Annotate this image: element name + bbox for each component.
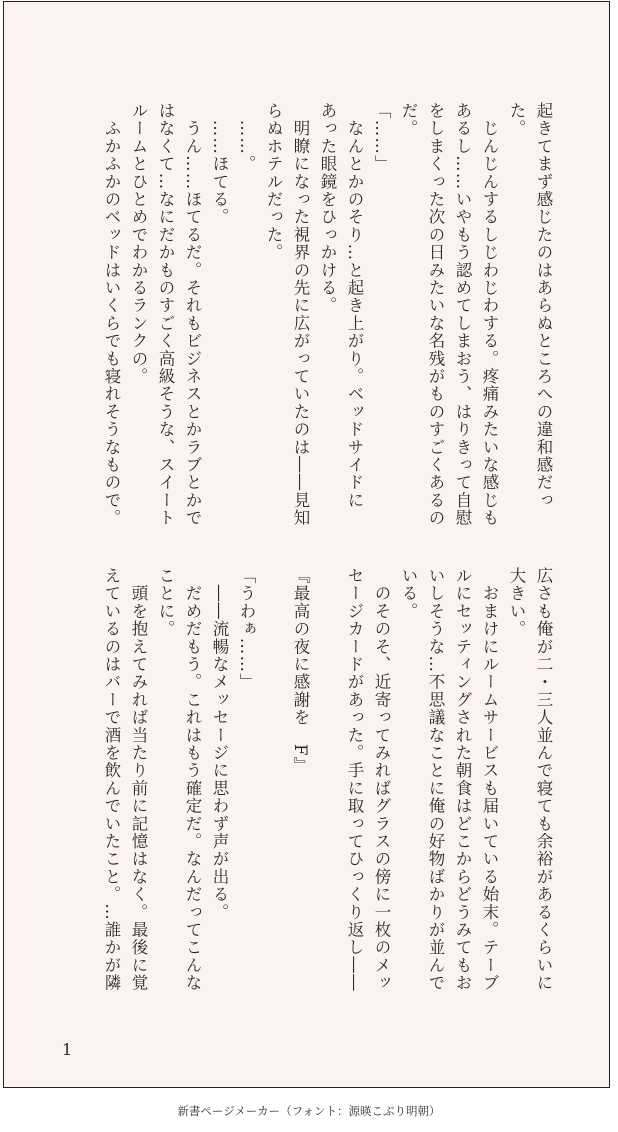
text-line: ――流暢なメッセージに思わず声が出る。 bbox=[210, 567, 229, 921]
text-line: ことに。 bbox=[156, 567, 175, 638]
text-line: セージカードがあった。手に取ってひっくり返し―― bbox=[345, 567, 364, 992]
bottom-text-block bbox=[98, 567, 557, 997]
text-line: 『最高の夜に感謝を F』 bbox=[291, 567, 310, 775]
text-line: うん……ほてるだ。それもビジネスとかラブとかで bbox=[183, 102, 202, 527]
text-line: ルームとひとめでわかるランクの。 bbox=[129, 102, 148, 386]
text-line: 広さも俺が二・三人並んで寝ても余裕があるくらいに bbox=[534, 567, 553, 992]
text-line: ……ほてる。 bbox=[210, 102, 229, 226]
text-line: はなくて…なにだかものすごく高級そうな、スイート bbox=[156, 102, 175, 527]
text-line: 「……」 bbox=[372, 102, 391, 173]
text-line: ……。 bbox=[237, 102, 256, 173]
text-line: じんじんするしじわじわする。疼痛みたいな感じも bbox=[480, 102, 499, 527]
text-line: 大きい。 bbox=[507, 567, 526, 638]
top-text-block bbox=[98, 102, 557, 532]
text-line: 明瞭になった視界の先に広がっていたのは――見知 bbox=[291, 102, 310, 527]
text-line: あった眼鏡をひっかける。 bbox=[318, 102, 337, 315]
text-line: えているのはバーで酒を飲んでいたこと。…誰かが隣 bbox=[102, 567, 121, 992]
text-line: た。 bbox=[507, 102, 526, 138]
text-line: だ。 bbox=[399, 102, 418, 138]
page-number: 1 bbox=[62, 1040, 73, 1059]
text-line: あるし……いやもう認めてしまおう、はりきって自慰 bbox=[453, 102, 472, 527]
text-line: らぬホテルだった。 bbox=[264, 102, 283, 262]
novel-page bbox=[3, 1, 610, 1088]
text-line bbox=[314, 567, 341, 997]
text-line: おまけにルームサービスも届いている始末。テーブ bbox=[480, 567, 499, 992]
text-line: いしそうな…不思議なことに俺の好物ばかりが並んで bbox=[426, 567, 445, 992]
text-line: 「うわぁ……」 bbox=[237, 567, 256, 691]
text-line: 起きてまず感じたのはあらぬところへの違和感だっ bbox=[534, 102, 553, 510]
text-line: いる。 bbox=[399, 567, 418, 621]
text-line: ふかふかのベッドはいくらでも寝れそうなもので。 bbox=[102, 102, 121, 527]
footer-caption: 新書ページメーカー（フォント：源暎こぶり明朝） bbox=[177, 1104, 441, 1118]
text-line: をしまくった次の日みたいな名残がものすごくあるの bbox=[426, 102, 445, 527]
text-line: なんとかのそり…と起き上がり。ベッドサイドに bbox=[345, 102, 364, 510]
text-line bbox=[260, 567, 287, 997]
text-line: のそのそ、近寄ってみればグラスの傍に一枚のメッ bbox=[372, 567, 391, 992]
text-line: ルにセッティングされた朝食はどこからどうみてもお bbox=[453, 567, 472, 992]
text-line: 頭を抱えてみれば当たり前に記憶はなく。最後に覚 bbox=[129, 567, 148, 992]
text-line: だめだもう。これはもう確定だ。なんだってこんな bbox=[183, 567, 202, 992]
